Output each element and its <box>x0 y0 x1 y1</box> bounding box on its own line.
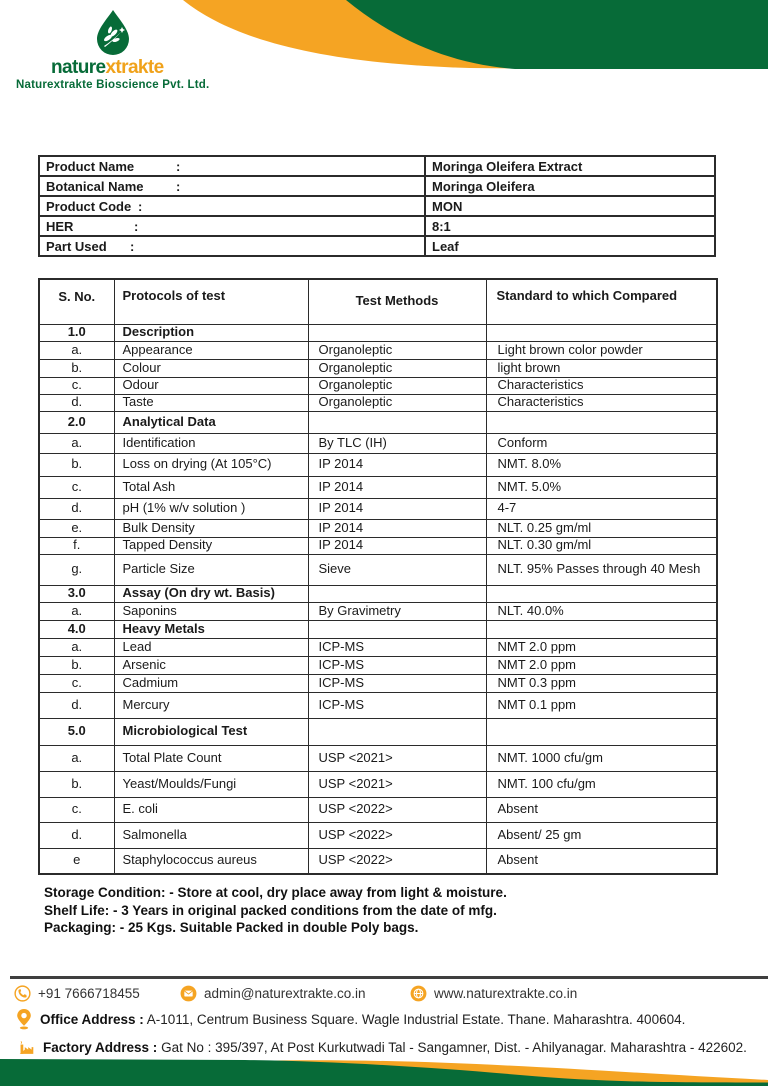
office-address-label: Office Address : <box>40 1011 144 1027</box>
spec-cell-protocol: Total Ash <box>114 476 308 498</box>
spec-item-row <box>39 692 717 718</box>
spec-cell-method: USP <2021> <box>308 745 486 771</box>
spec-cell-protocol: Saponins <box>114 602 308 620</box>
spec-cell-standard: Characteristics <box>486 394 717 411</box>
spec-section-row <box>39 411 717 433</box>
brand-wordmark <box>51 57 164 79</box>
spec-cell-standard: Light brown color powder <box>486 341 717 359</box>
note-text: : - 3 Years in original packed conditions from the date of mfg. <box>104 902 497 918</box>
spec-item-row <box>39 602 717 620</box>
spec-item-row <box>39 476 717 498</box>
spec-item-row <box>39 394 717 411</box>
product-info-label <box>39 176 425 196</box>
spec-cell-standard: Absent <box>486 797 717 822</box>
spec-item-row <box>39 554 717 585</box>
product-info-colon: : <box>134 218 139 234</box>
factory-address-row <box>18 1040 747 1055</box>
spec-cell-standard: NLT. 0.30 gm/ml <box>486 537 717 554</box>
spec-cell-standard: Absent/ 25 gm <box>486 822 717 848</box>
product-info-value: MON <box>425 196 715 216</box>
spec-cell-standard: NMT 0.1 ppm <box>486 692 717 718</box>
spec-cell-sno: d. <box>39 394 114 411</box>
spec-cell-protocol: Mercury <box>114 692 308 718</box>
spec-item-row <box>39 674 717 692</box>
spec-cell-standard: NLT. 0.25 gm/ml <box>486 519 717 537</box>
spec-cell-sno: a. <box>39 341 114 359</box>
product-info-row <box>39 156 715 176</box>
spec-item-row <box>39 638 717 656</box>
spec-cell-sno: c. <box>39 797 114 822</box>
spec-section-row <box>39 718 717 745</box>
spec-cell-sno: a. <box>39 602 114 620</box>
spec-item-row <box>39 453 717 476</box>
spec-cell-method: USP <2022> <box>308 797 486 822</box>
spec-cell-sno: 3.0 <box>39 585 114 602</box>
factory-address <box>43 1040 747 1055</box>
spec-cell-standard: NMT. 5.0% <box>486 476 717 498</box>
spec-item-row <box>39 745 717 771</box>
product-info-colon: : <box>138 198 143 214</box>
note-text: : - 25 Kgs. Suitable Packed in double Poly bags. <box>111 920 419 935</box>
spec-cell-sno: g. <box>39 554 114 585</box>
spec-cell-protocol: Arsenic <box>114 656 308 674</box>
spec-cell-method: IP 2014 <box>308 537 486 554</box>
note-line <box>44 902 507 920</box>
product-info-colon: : <box>176 178 181 194</box>
spec-cell-method: Organoleptic <box>308 359 486 377</box>
spec-cell-sno: c. <box>39 476 114 498</box>
spec-cell-standard: Conform <box>486 433 717 453</box>
spec-cell-method: IP 2014 <box>308 476 486 498</box>
note-line <box>44 884 507 902</box>
office-address-text: A-1011, Centrum Business Square. Wagle Industrial Estate. Thane. Maharashtra. 400604. <box>146 1011 686 1027</box>
spec-cell-sno: d. <box>39 498 114 519</box>
spec-cell-protocol: Taste <box>114 394 308 411</box>
product-info-label <box>39 236 425 256</box>
storage-notes <box>44 884 507 937</box>
spec-cell-standard <box>486 585 717 602</box>
spec-cell-standard <box>486 718 717 745</box>
product-info-value: 8:1 <box>425 216 715 236</box>
product-info-value: Leaf <box>425 236 715 256</box>
spec-col-header: S. No. <box>39 279 114 324</box>
spec-cell-sno: b. <box>39 771 114 797</box>
product-info-label-text: HER <box>46 218 74 234</box>
company-name: Naturextrakte Bioscience Pvt. Ltd. <box>16 79 210 91</box>
product-info-colon: : <box>176 158 181 174</box>
factory-address-label: Factory Address : <box>43 1040 158 1055</box>
spec-item-row <box>39 377 717 394</box>
spec-cell-protocol: Total Plate Count <box>114 745 308 771</box>
spec-cell-sno: e. <box>39 519 114 537</box>
spec-cell-sno: 4.0 <box>39 620 114 638</box>
spec-cell-method <box>308 411 486 433</box>
spec-cell-sno: 1.0 <box>39 324 114 341</box>
spec-cell-standard <box>486 620 717 638</box>
product-info-row <box>39 196 715 216</box>
product-info-value: Moringa Oleifera Extract <box>425 156 715 176</box>
product-info-colon: : <box>130 238 135 254</box>
spec-cell-sno: f. <box>39 537 114 554</box>
product-info-label-text: Botanical Name <box>46 178 144 194</box>
spec-cell-method: ICP-MS <box>308 638 486 656</box>
spec-cell-protocol: Salmonella <box>114 822 308 848</box>
spec-item-row <box>39 341 717 359</box>
spec-cell-method: Sieve <box>308 554 486 585</box>
spec-cell-sno: e <box>39 848 114 874</box>
spec-cell-protocol: Description <box>114 324 308 341</box>
spec-item-row <box>39 359 717 377</box>
spec-cell-method <box>308 620 486 638</box>
spec-cell-protocol: Loss on drying (At 105°C) <box>114 453 308 476</box>
footer-separator <box>10 976 768 979</box>
office-address <box>40 1012 685 1027</box>
spec-cell-protocol: Assay (On dry wt. Basis) <box>114 585 308 602</box>
footer-wave-decoration <box>0 1056 768 1086</box>
spec-item-row <box>39 848 717 874</box>
spec-cell-method: By Gravimetry <box>308 602 486 620</box>
spec-cell-standard: NLT. 95% Passes through 40 Mesh <box>486 554 717 585</box>
phone-icon <box>14 985 31 1002</box>
spec-table-header-row <box>39 279 717 324</box>
spec-cell-method: ICP-MS <box>308 656 486 674</box>
spec-cell-protocol: Colour <box>114 359 308 377</box>
spec-cell-protocol: Appearance <box>114 341 308 359</box>
spec-cell-method: Organoleptic <box>308 377 486 394</box>
spec-cell-method: ICP-MS <box>308 674 486 692</box>
note-label: Storage Condition <box>44 885 161 900</box>
spec-cell-sno: 2.0 <box>39 411 114 433</box>
note-label: Packaging <box>44 920 112 935</box>
spec-cell-method <box>308 324 486 341</box>
spec-item-row <box>39 537 717 554</box>
spec-cell-method: USP <2022> <box>308 848 486 874</box>
spec-section-row <box>39 620 717 638</box>
spec-cell-protocol: Cadmium <box>114 674 308 692</box>
spec-table <box>38 278 718 875</box>
spec-cell-method: Organoleptic <box>308 394 486 411</box>
factory-icon <box>18 1040 35 1055</box>
spec-cell-protocol: Yeast/Moulds/Fungi <box>114 771 308 797</box>
product-info-row <box>39 176 715 196</box>
website-url: www.naturextrakte.co.in <box>434 986 578 1001</box>
spec-cell-method <box>308 718 486 745</box>
spec-cell-sno: d. <box>39 692 114 718</box>
product-info-table <box>38 155 716 257</box>
product-info-value: Moringa Oleifera <box>425 176 715 196</box>
spec-cell-sno: b. <box>39 656 114 674</box>
product-info-row <box>39 216 715 236</box>
spec-cell-standard <box>486 411 717 433</box>
spec-cell-standard: Characteristics <box>486 377 717 394</box>
spec-col-header: Standard to which Compared <box>486 279 717 324</box>
spec-cell-protocol: Tapped Density <box>114 537 308 554</box>
spec-item-row <box>39 656 717 674</box>
spec-cell-method: USP <2022> <box>308 822 486 848</box>
spec-cell-standard: light brown <box>486 359 717 377</box>
website-contact <box>410 985 577 1002</box>
note-label: Shelf Life <box>44 902 105 918</box>
spec-cell-method <box>308 585 486 602</box>
spec-item-row <box>39 433 717 453</box>
spec-item-row <box>39 797 717 822</box>
email-icon <box>180 985 197 1002</box>
email-address: admin@naturextrakte.co.in <box>204 986 366 1001</box>
spec-item-row <box>39 519 717 537</box>
spec-cell-standard: NMT 2.0 ppm <box>486 656 717 674</box>
spec-cell-sno: c. <box>39 377 114 394</box>
product-info-label-text: Part Used <box>46 238 107 254</box>
spec-cell-method: USP <2021> <box>308 771 486 797</box>
factory-address-text: Gat No : 395/397, At Post Kurkutwadi Tal - Sangamner, Dist. - Ahilyanagar. Maharashtra - 422602. <box>161 1040 747 1055</box>
spec-cell-standard: NMT 0.3 ppm <box>486 674 717 692</box>
spec-cell-sno: a. <box>39 433 114 453</box>
spec-cell-sno: c. <box>39 674 114 692</box>
note-line <box>44 919 507 937</box>
spec-cell-method: IP 2014 <box>308 498 486 519</box>
office-address-row <box>16 1008 685 1030</box>
phone-contact <box>14 985 140 1002</box>
email-contact <box>180 985 366 1002</box>
spec-cell-standard: NMT. 8.0% <box>486 453 717 476</box>
spec-col-header: Test Methods <box>308 279 486 324</box>
product-info-row <box>39 236 715 256</box>
spec-cell-protocol: Analytical Data <box>114 411 308 433</box>
globe-icon <box>410 985 427 1002</box>
spec-cell-standard: Absent <box>486 848 717 874</box>
spec-cell-standard: NMT. 100 cfu/gm <box>486 771 717 797</box>
brand-wordmark-xtrakte: xtrakte <box>105 57 164 78</box>
location-pin-icon <box>16 1008 32 1030</box>
product-info-label <box>39 216 425 236</box>
spec-cell-method: ICP-MS <box>308 692 486 718</box>
spec-cell-protocol: E. coli <box>114 797 308 822</box>
spec-cell-sno: 5.0 <box>39 718 114 745</box>
spec-section-row <box>39 585 717 602</box>
spec-cell-standard: NMT 2.0 ppm <box>486 638 717 656</box>
spec-cell-sno: b. <box>39 453 114 476</box>
spec-section-row <box>39 324 717 341</box>
spec-cell-protocol: Staphylococcus aureus <box>114 848 308 874</box>
product-info-label-text: Product Code <box>46 198 132 214</box>
spec-cell-standard: 4-7 <box>486 498 717 519</box>
spec-cell-protocol: Particle Size <box>114 554 308 585</box>
spec-cell-sno: b. <box>39 359 114 377</box>
spec-cell-standard <box>486 324 717 341</box>
spec-cell-method: Organoleptic <box>308 341 486 359</box>
product-info-label <box>39 196 425 216</box>
brand-wordmark-nature: nature <box>51 57 106 78</box>
spec-cell-protocol: Odour <box>114 377 308 394</box>
spec-cell-standard: NLT. 40.0% <box>486 602 717 620</box>
spec-cell-method: By TLC (IH) <box>308 433 486 453</box>
spec-cell-sno: d. <box>39 822 114 848</box>
logo-droplet-icon <box>94 9 132 57</box>
spec-cell-sno: a. <box>39 745 114 771</box>
spec-cell-standard: NMT. 1000 cfu/gm <box>486 745 717 771</box>
spec-item-row <box>39 822 717 848</box>
spec-cell-sno: a. <box>39 638 114 656</box>
spec-cell-protocol: Identification <box>114 433 308 453</box>
product-info-label-text: Product Name <box>46 158 135 174</box>
spec-cell-protocol: pH (1% w/v solution ) <box>114 498 308 519</box>
spec-cell-method: IP 2014 <box>308 453 486 476</box>
spec-item-row <box>39 498 717 519</box>
spec-cell-protocol: Heavy Metals <box>114 620 308 638</box>
product-info-label <box>39 156 425 176</box>
spec-cell-method: IP 2014 <box>308 519 486 537</box>
spec-col-header: Protocols of test <box>114 279 308 324</box>
spec-cell-protocol: Lead <box>114 638 308 656</box>
note-text: : - Store at cool, dry place away from light & moisture. <box>161 885 507 900</box>
spec-item-row <box>39 771 717 797</box>
spec-cell-protocol: Microbiological Test <box>114 718 308 745</box>
phone-number: +91 7666718455 <box>38 986 140 1001</box>
spec-cell-protocol: Bulk Density <box>114 519 308 537</box>
